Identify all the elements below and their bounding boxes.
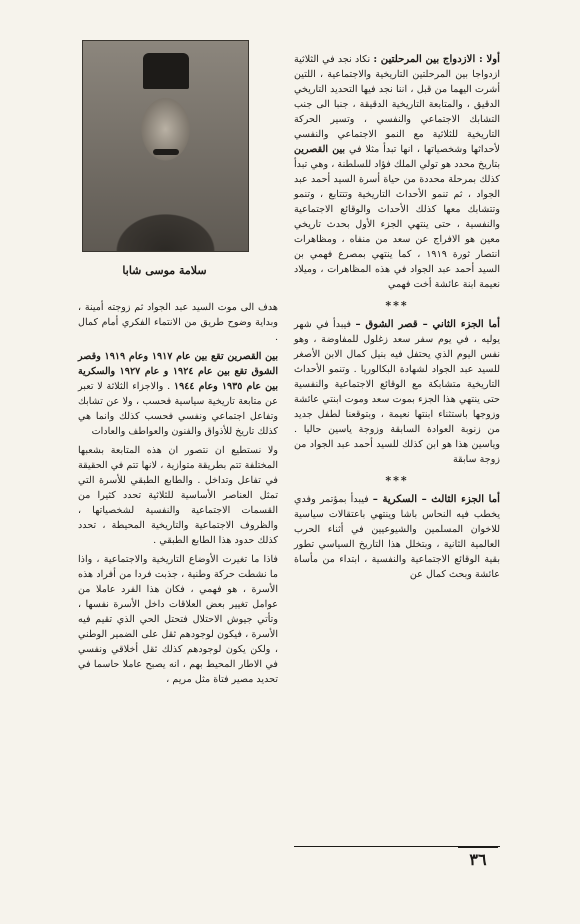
left-column [78,300,278,691]
left-paragraph-2 [78,349,278,439]
left-paragraph-1: هدف الى موت السيد عبد الجواد ثم زوجته أمينة ، وبداية وضوح طريق من الانتماء الفكري أمام كمال . [78,302,278,343]
photo-caption: سلامة موسى شابا [122,264,207,277]
left-paragraph-2-bold: بين القصرين تقع بين عام ١٩١٧ وعام ١٩١٩ وقصر الشوق تقع بين عام ١٩٢٤ و عام ١٩٢٧ والسكرية بين عام ١٩٣٥ وعام ١٩٤٤ [78,351,278,392]
paragraph-2-lead: أما الجزء الثاني – قصر الشوق – [355,318,500,330]
paragraph-1-bold: بين القصرين [294,144,346,155]
left-paragraph-2-text: . والاجزاء الثلاثة لا تعبر عن متابعة تاريخية سياسية فحسب ، ولا عن تشابك وتفاعل اجتماعي ونفسي فحسب كذلك وانما هي كذلك تاريخ للأذواق والفنون والعواطف والعادات [78,381,278,437]
paragraph-2-text: فيبدأ في شهر يوليه ، في يوم سفر سعد زغلول للمفاوضة ، وهو نفس اليوم الذي يحتفل فيه بنيل كمال الابن الأصغر للسيد عبد الجواد لشهادة البكالوريا . وتنمو الأحداث التاريخية متشابكة مع الوقائع الاجتماعية والنفسية حتى ينتهي هذا الجزء بموت سعد وموت ابنتي عائشة وزوجها باستثناء ابنتها نعيمة ، وبتوقعنا لطفل جديد من زنوبة العوادة السابقة وزوجة ياسين حاليا . وياسين هذا هو ابن كذلك للسيد أحمد عبد الجواد من زوجة سابقة [294,319,500,465]
right-column [294,52,500,586]
mustache-shape [153,149,179,155]
portrait-photo [82,40,249,252]
paragraph-2 [294,317,500,467]
left-paragraph-3: ولا نستطيع ان نتصور ان هذه المتابعة بشعبها المختلفة تتم بطريقة متوازية ، لانها تتم في الحقيقة في تفاعل وتداخل . والطابع الطبقي للأسرة التي تمثل العناصر الأساسية للثلاثية تحدد كثيرا من القسمات الاجتماعية والنفسية لشخصياتها ، والظروف الاجتماعية والتاريخية المحيطة ، تحدد كذلك حدود هذا الطابع الطبقي . [78,445,278,546]
paragraph-1 [294,52,500,292]
paragraph-3 [294,492,500,582]
separator-stars-2: *** [385,474,409,487]
left-paragraph-4: فاذا ما تغيرت الأوضاع التاريخية والاجتماعية ، واذا ما نشطت حركة وطنية ، جذبت فردا من أفراد هذه الأسرة ، هو فهمي ، فكان هذا الفرد عاملا من عوامل تغيير بعض العلاقات داخل الأسرة نفسها ، وتأتي جيوش الاحتلال فتحتل الحي الذي تقيم فيه الأسرة ، فيكون لوجودهم ثقل على الضمير الوطني ، ولكن يكون لوجودهم كذلك ثقل أخلاقي ونفسي في الاطار المحيط بهم ، انه يصبح عاملا حاسما في تحديد مصير فتاة مثل مريم ، [78,554,278,685]
paragraph-1-rest: بتاريخ محدد هو تولي الملك فؤاد للسلطنة ، وهي تبدأ كذلك بمرحلة محددة من حياة أسرة السيد أحمد عبد الجواد ، ثم تنمو الأحداث التاريخية وتتتابع ، وتنمو وتتشابك معها كذلك الأحداث والوقائع الاجتماعية والنفسية ، حتى ينتهي الجزء الأول بحدث تاريخي معين هو الافراج عن سعد من منفاه ، ومظاهرات انتصار ثورة ١٩١٩ ، كما ينتهي بمصرع فهمي بن السيد أحمد عبد الجواد في هذه المظاهرات ، وميلاد نعيمة ابنة عائشة أخت فهمي [294,159,501,290]
section-heading: أولا : الازدواج بين المرحلتين : [373,53,501,65]
fez-shape [143,53,189,89]
paragraph-3-lead: أما الجزء الثالث – السكرية – [372,493,500,505]
paragraph-3-text: فيبدأ بمؤتمر وفدي يخطب فيه النحاس باشا وينتهي باعتقالات سياسية للاخوان المسلمين والشيوعيين في أثناء الحرب العالمية الثانية ، وبتخلل هذا التاريخ السياسي تطور بقية الوقائع الاجتماعية والنفسية ، ابتداء من مأساة عائشة وبحث كمال عن [294,494,500,580]
paragraph-1-text: نكاد نجد في الثلاثية ازدواجا بين المرحلتين التاريخية والاجتماعية ، اللتين أشرت اليهما من قبل ، اننا نجد فيها التحديد التاريخي الدقيق ، والمتابعة التاريخية الدقيقة ، جنبا الى جنب التشابك الاجتماعي والنفسي ، وتسير الحركة التاريخية للثلاثية مع النمو الاجتماعي والنفسي لأحداثها وشخصياتها ، انها تبدأ مثلا في [294,54,500,155]
separator-stars-1: *** [385,299,409,312]
page-number: ٣٦ [458,846,498,869]
